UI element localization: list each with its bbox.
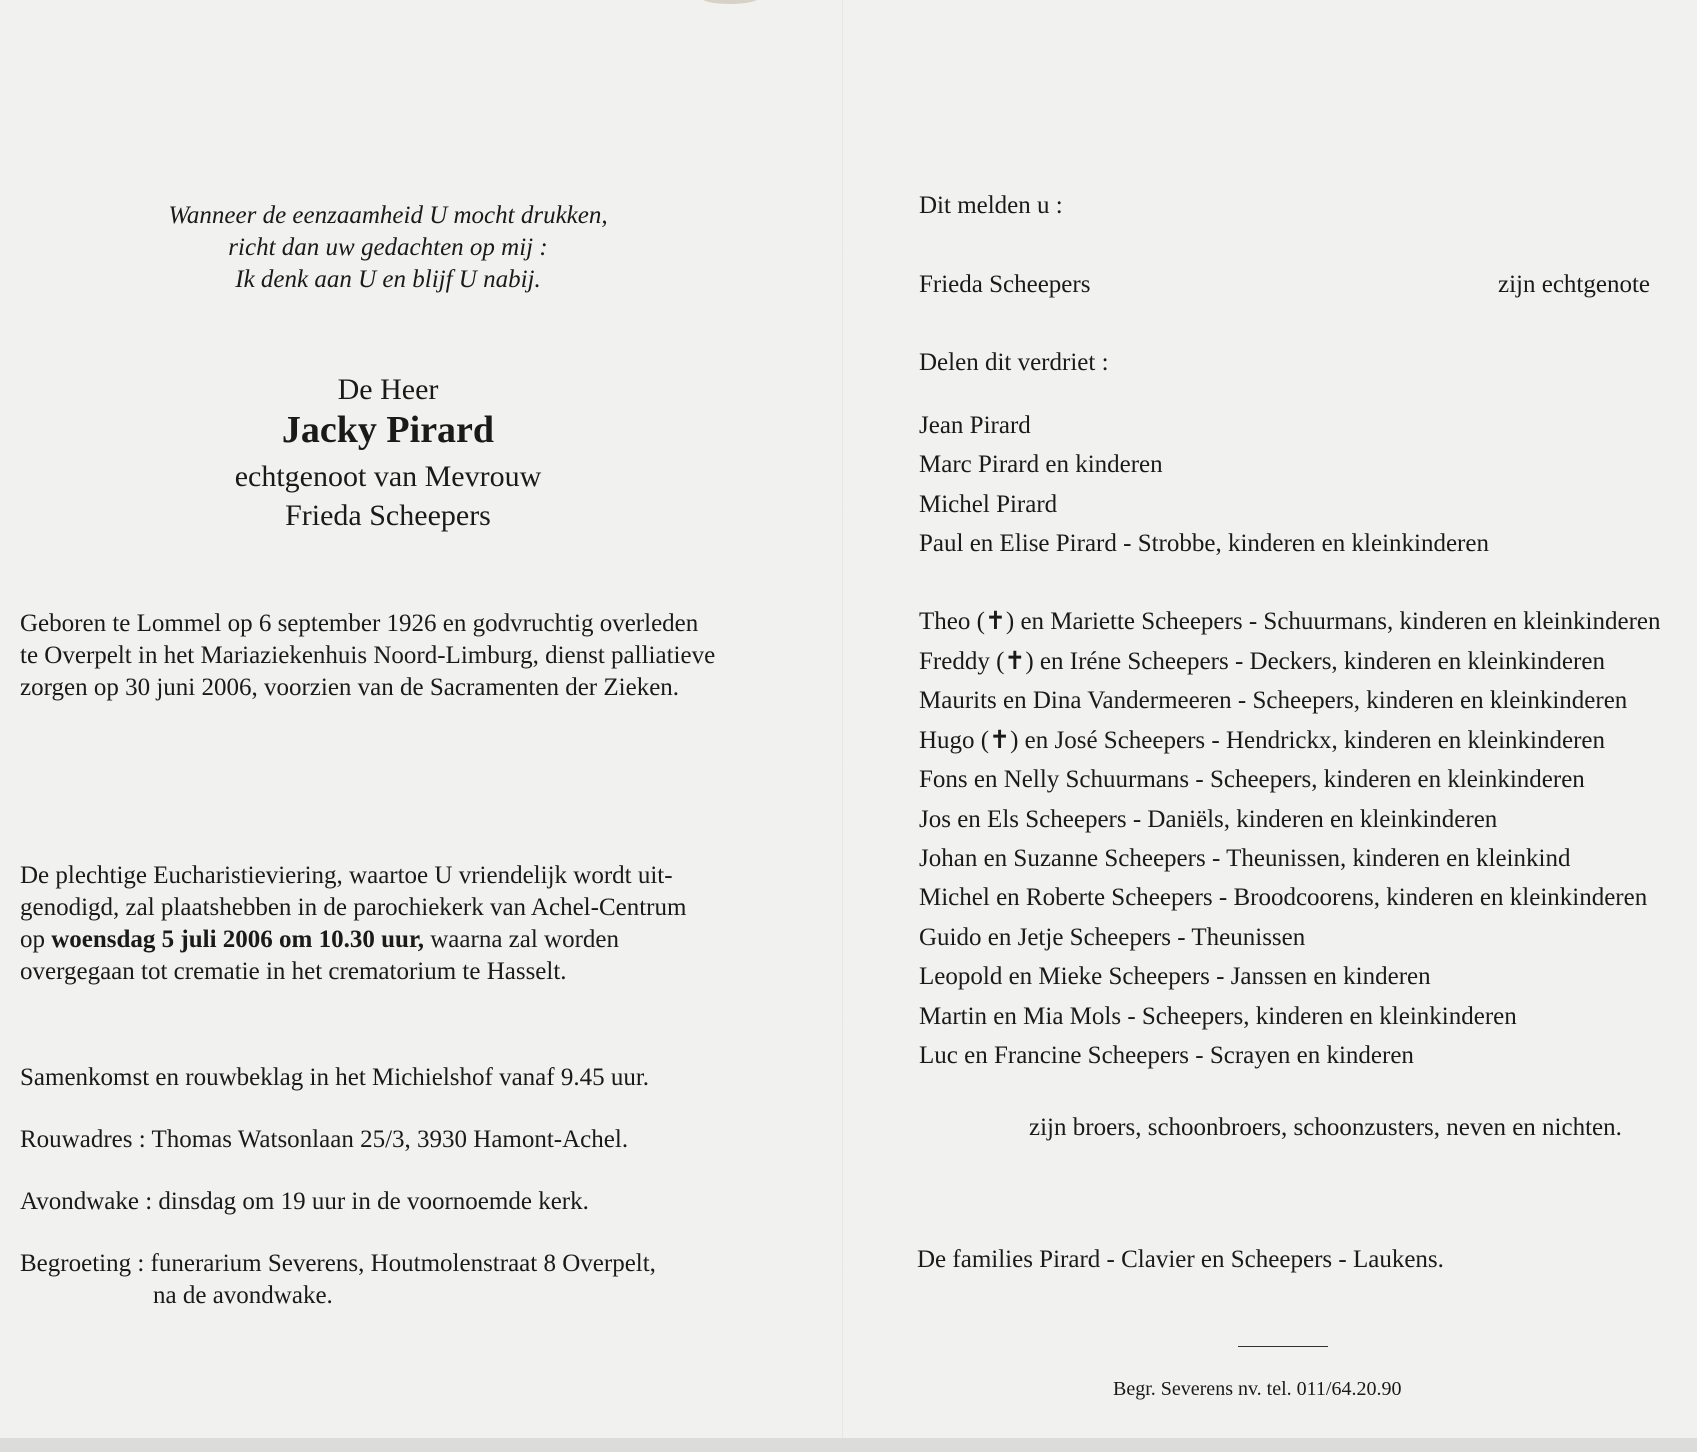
spouse-entry-name: Frieda Scheepers <box>919 271 1091 298</box>
vigil-info: Avondwake : dinsdag om 19 uur in de voornoemde kerk. <box>20 1188 589 1215</box>
undertaker-info: Begr. Severens nv. tel. 011/64.20.90 <box>1113 1378 1402 1400</box>
ceremony-line-2: genodigd, zal plaatshebben in de parochiekerk van Achel-Centrum <box>20 894 687 921</box>
family-group2-item: Theo (✝) en Mariette Scheepers - Schuurmans, kinderen en kleinkinderen <box>919 608 1661 635</box>
birth-line-1: Geboren te Lommel op 6 september 1926 en godvruchtig overleden <box>20 610 699 637</box>
share-header: Delen dit verdriet : <box>919 349 1109 376</box>
staple-mark <box>700 0 760 4</box>
poem-line-2: richt dan uw gedachten op mij : <box>228 234 548 261</box>
family-group2-item: Fons en Nelly Schuurmans - Scheepers, kinderen en kleinkinderen <box>919 766 1585 793</box>
deceased-relation: echtgenoot van Mevrouw <box>234 460 542 493</box>
spouse-entry-role: zijn echtgenote <box>1498 271 1651 298</box>
scan-edge <box>0 1438 1697 1452</box>
ceremony-line-4: overgegaan tot crematie in het crematorium te Hasselt. <box>20 958 567 985</box>
divider-line <box>1238 1346 1328 1347</box>
ceremony-paragraph <box>20 860 750 988</box>
visitation-line-2: na de avondwake. <box>153 1282 333 1309</box>
ceremony-line-3-suffix: waarna zal worden <box>424 926 620 953</box>
family-group2-item: Maurits en Dina Vandermeeren - Scheepers, kinderen en kleinkinderen <box>919 687 1628 714</box>
family-group2-item: Hugo (✝) en José Scheepers - Hendrickx, kinderen en kleinkinderen <box>919 727 1605 754</box>
card-fold <box>842 0 844 1438</box>
relation-summary: zijn broers, schoonbroers, schoonzusters, neven en nichten. <box>1029 1114 1622 1141</box>
families-signature: De families Pirard - Clavier en Scheepers - Laukens. <box>917 1246 1444 1273</box>
poem-line-1: Wanneer de eenzaamheid U mocht drukken, <box>168 202 608 229</box>
birth-paragraph <box>20 608 750 704</box>
announce-header: Dit melden u : <box>919 192 1063 219</box>
family-group2-item: Jos en Els Scheepers - Daniëls, kinderen en kleinkinderen <box>919 806 1498 833</box>
birth-line-2: te Overpelt in het Mariaziekenhuis Noord-Limburg, dienst palliatieve <box>20 642 716 669</box>
ceremony-date: woensdag 5 juli 2006 om 10.30 uur, <box>51 926 424 953</box>
deceased-name: Jacky Pirard <box>281 409 495 451</box>
ceremony-line-3-prefix: op <box>20 926 52 953</box>
deceased-spouse: Frieda Scheepers <box>285 499 491 532</box>
gathering-info: Samenkomst en rouwbeklag in het Michielshof vanaf 9.45 uur. <box>20 1064 650 1091</box>
family-group2-item: Freddy (✝) en Iréne Scheepers - Deckers, kinderen en kleinkinderen <box>919 648 1605 675</box>
deceased-prefix: De Heer <box>337 373 439 406</box>
family-group2-item: Martin en Mia Mols - Scheepers, kinderen en kleinkinderen <box>919 1003 1517 1030</box>
family-group2-item: Michel en Roberte Scheepers - Broodcoorens, kinderen en kleinkinderen <box>919 884 1648 911</box>
family-group1-item: Paul en Elise Pirard - Strobbe, kinderen en kleinkinderen <box>919 530 1489 557</box>
family-group2-item: Guido en Jetje Scheepers - Theunissen <box>919 924 1306 951</box>
birth-line-3: zorgen op 30 juni 2006, voorzien van de Sacramenten der Zieken. <box>20 674 680 701</box>
address-info: Rouwadres : Thomas Watsonlaan 25/3, 3930 Hamont-Achel. <box>20 1126 629 1153</box>
family-group2-item: Leopold en Mieke Scheepers - Janssen en kinderen <box>919 963 1431 990</box>
poem-line-3: Ik denk aan U en blijf U nabij. <box>235 266 541 293</box>
visitation-line-1: Begroeting : funerarium Severens, Houtmolenstraat 8 Overpelt, <box>20 1250 656 1277</box>
ceremony-line-3 <box>20 924 750 956</box>
family-group1-item: Marc Pirard en kinderen <box>919 451 1163 478</box>
family-group2-item: Johan en Suzanne Scheepers - Theunissen, kinderen en kleinkind <box>919 845 1571 872</box>
family-group1-item: Michel Pirard <box>919 491 1058 518</box>
family-group2-item: Luc en Francine Scheepers - Scrayen en kinderen <box>919 1042 1414 1069</box>
family-group1-item: Jean Pirard <box>919 412 1031 439</box>
ceremony-line-1: De plechtige Eucharistieviering, waartoe U vriendelijk wordt uit- <box>20 862 673 889</box>
